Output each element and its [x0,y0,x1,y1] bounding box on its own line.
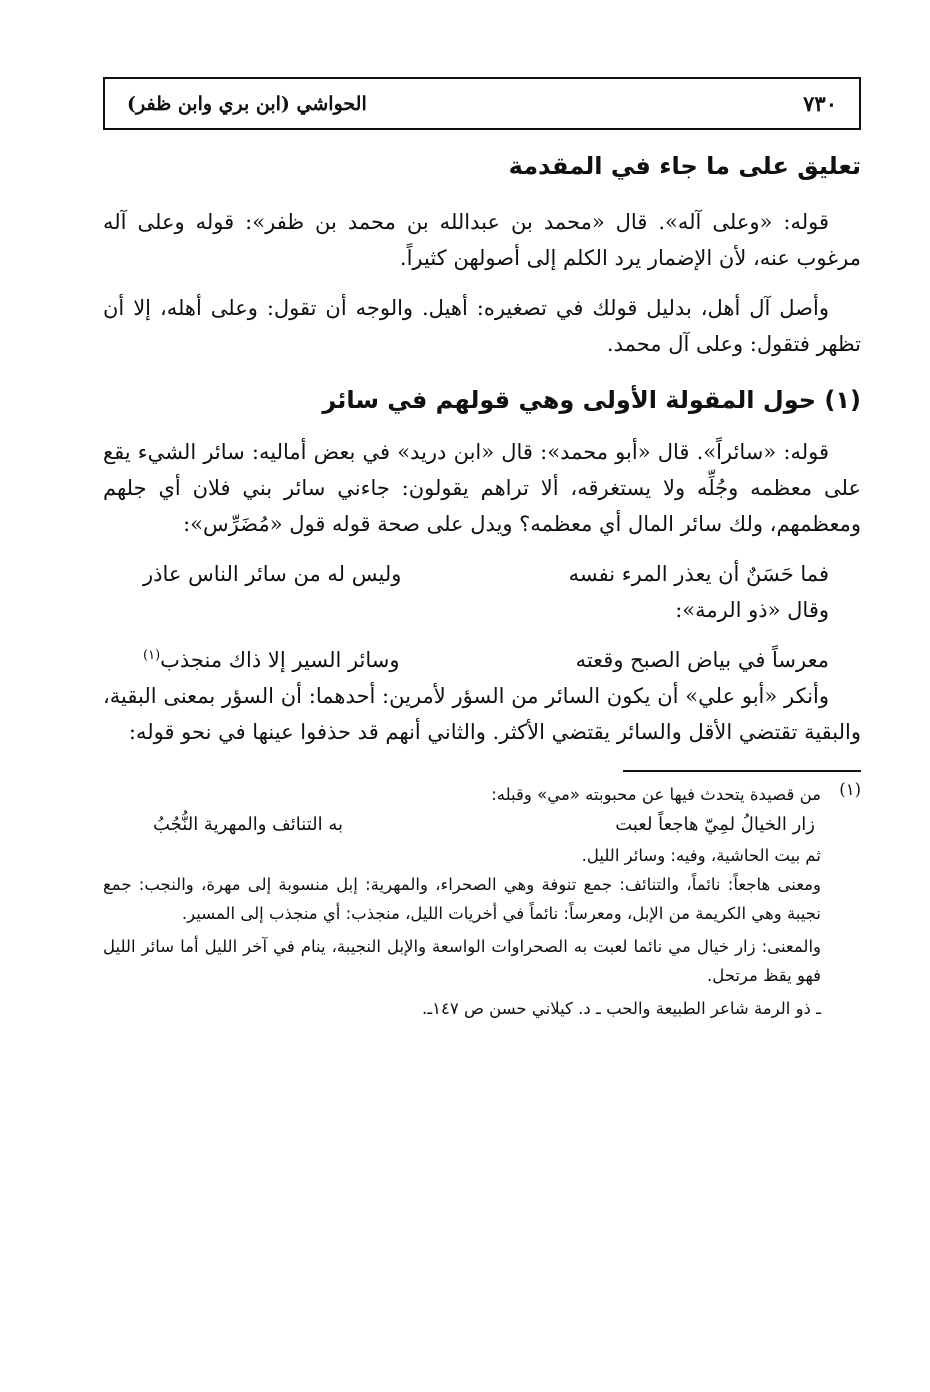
footnote-line: ومعنى هاجعاً: نائماً، والتنائف: جمع تنوفة وهي الصحراء، والمهرية: إبل منسوبة إلى مهرة، والنجب: جمع نجيبة وهي الكريمة من الإبل، ومعرساً: نائماً في أخريات الليل، منجذب: أي منجذب إلى المسير. [103,875,821,923]
footnote-line: ثم بيت الحاشية، وفيه: وسائر الليل. [581,846,821,865]
verse-hemistich-right: زار الخيالُ لمِيّ هاجعاً لعبت [615,814,815,835]
footnote-line: من قصيدة يتحدث فيها عن محبوبته «مي» وقبله: [491,785,821,804]
section-heading-sair: (١) حول المقولة الأولى وهي قولهم في سائر [322,386,861,414]
main-text [103,146,861,1023]
paragraph: قوله: «سائراً». قال «أبو محمد»: قال «ابن دريد» في بعض أماليه: سائر الشيء يقع على معظمه وجُلِّه ولا يستغرقه، ألا تراهم يقولون: جاءني سائر بني فلان أي جلهم ومعظمهم، ولك سائر المال أي معظمه؟ ويدل على صحة قوله قول «مُضَرِّس»: [103,440,861,536]
footnote-number: (١) [839,780,861,799]
footnote-ref[interactable]: (١) [143,648,161,663]
footnote-source: ـ ذو الرمة شاعر الطبيعة والحب ـ د. كيلاني حسن ص ١٤٧ـ. [422,999,821,1018]
paragraph: وأصل آل أهل، بدليل قولك في تصغيره: أهيل. والوجه أن تقول: وعلى أهله، إلا أن تظهر فتقول: وعلى آل محمد. [103,296,861,356]
verse-line [103,556,861,592]
verse-line [103,642,861,678]
footnote-divider [623,770,861,772]
verse-hemistich-left: وسائر السير إلا ذاك منجذب$^{(١)}$ [143,648,400,672]
paragraph: قوله: «وعلى آله». قال «محمد بن عبدالله بن محمد بن ظفر»: قوله وعلى آله مرغوب عنه، لأن الإضمار يرد الكلم إلى أصولهن كثيراً. [103,210,861,270]
verse-hemistich-right: فما حَسَنٌ أن يعذر المرء نفسه [568,562,829,586]
footnote-body [103,780,821,1023]
footnote [103,780,861,1023]
verse-hemistich-left: به التنائف والمهرية النُّجُبُ [153,814,343,835]
running-header [103,77,861,130]
verse-intro: وقال «ذو الرمة»: [675,598,829,622]
page-number: ٧٣٠ [803,91,837,116]
running-title: الحواشي (ابن بري وابن ظفر) [127,92,367,115]
footnote-line: والمعنى: زار خيال مي نائما لعبت به الصحراوات الواسعة والإبل النجيبة، ينام في آخر الليل أما سائر الليل فهو يقظ مرتحل. [103,937,821,985]
footnote-verse [103,809,821,841]
verse-hemistich-right: معرساً في بياض الصبح وقعته [575,648,829,672]
paragraph: وأنكر «أبو علي» أن يكون السائر من السؤر لأمرين: أحدهما: أن السؤر بمعنى البقية، والبقية تقتضي الأقل والسائر يقتضي الأكثر. والثاني أنهم قد حذفوا عينها في نحو قوله: [103,684,861,744]
verse-hemistich-left: وليس له من سائر الناس عاذر [143,562,402,586]
section-heading-intro: تعليق على ما جاء في المقدمة [508,152,861,180]
